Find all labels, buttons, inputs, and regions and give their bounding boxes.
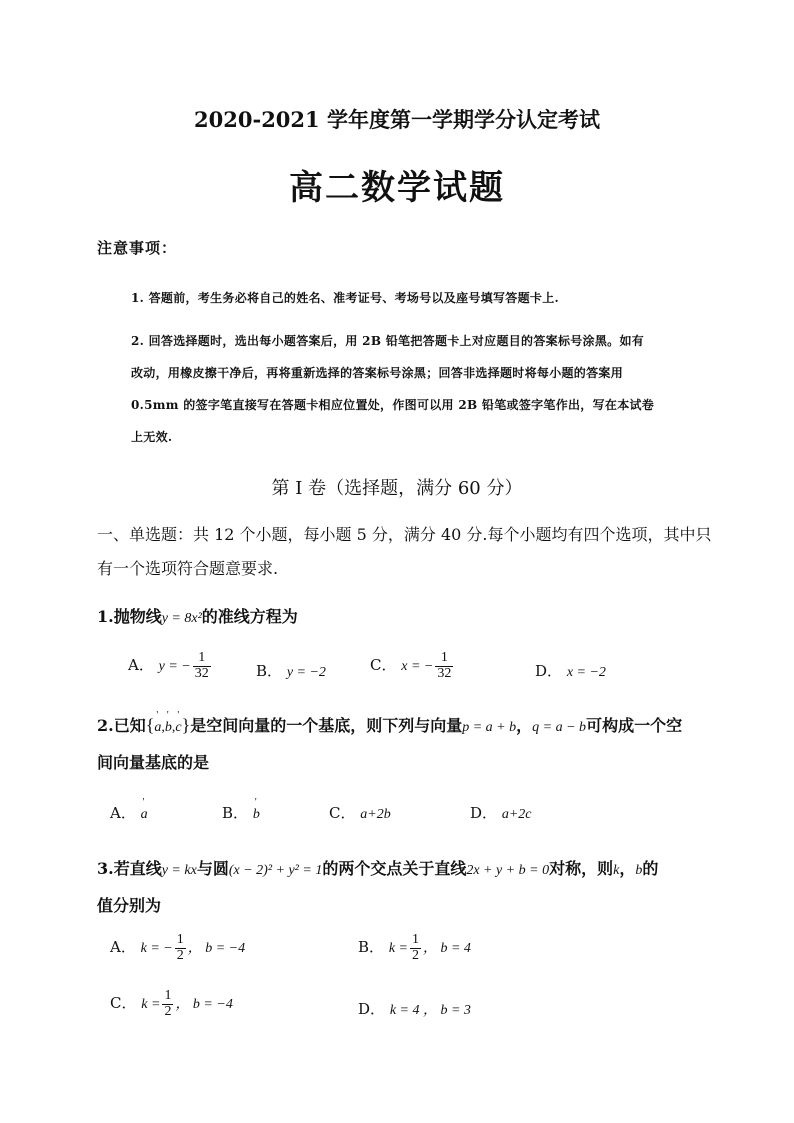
notice-item-2-line-1: 2. 回答选择题时，选出每小题答案后，用 2B 铅笔把答题卡上对应题目的答案标号涂黑。如有 <box>131 334 645 348</box>
q2-option-c-label: C． <box>329 804 356 822</box>
question-1 <box>97 604 298 627</box>
notice-heading: 注意事项： <box>97 239 178 257</box>
section-1-line-1: 一、单选题：共 12 个小题，每小题 5 分，满分 40 分.每个小题均有四个选项，其中只 <box>97 525 712 544</box>
q3-option-b-fraction <box>410 933 421 963</box>
q3-option-c-num: 1 <box>164 988 172 1003</box>
q2-set-a: ' a <box>154 720 161 736</box>
q3-circle-expr: (x − 2)² + y² = 1 <box>228 863 323 878</box>
q1-option-b-expr: y = −2 <box>286 665 326 680</box>
q3-suffix: 的 <box>642 859 659 878</box>
q3-option-c-den: 2 <box>164 1003 172 1019</box>
q3-option-a-rest: ， b = −4 <box>187 941 246 957</box>
q3-mid-3: 对称，则 <box>549 859 614 878</box>
q3-option-c-rest: ， b = −4 <box>175 997 233 1013</box>
q3-option-b-den: 2 <box>411 947 419 963</box>
q2-set-b: ' b <box>165 720 172 736</box>
notice-item-1: 1. 答题前，考生务必将自己的姓名、准考证号、考场号以及座号填写答题卡上. <box>131 291 559 305</box>
q3-option-c[interactable] <box>110 989 233 1019</box>
q3-mid-2: 的两个交点关于直线 <box>322 859 467 878</box>
q2-option-a[interactable] <box>110 802 148 823</box>
q3-line-2: 值分别为 <box>97 896 162 915</box>
q3-option-c-label: C． <box>110 994 137 1013</box>
q3-comma: ， <box>619 859 636 878</box>
q3-prefix: 3.若直线 <box>97 859 162 878</box>
q1-prefix: 1.抛物线 <box>97 607 162 626</box>
q3-option-b-lhs: k = <box>388 941 408 957</box>
q1-option-a-fraction <box>193 651 211 681</box>
q1-option-d-label: D． <box>535 662 563 680</box>
part-1-title: 第 I 卷（选择题，满分 60 分） <box>271 478 523 499</box>
q3-option-b-num: 1 <box>411 932 419 947</box>
q2-comma: ， <box>516 716 533 735</box>
q2-prefix: 2.已知 <box>97 716 146 735</box>
q2-option-d-expr: a+2c <box>501 807 532 822</box>
q3-option-a-label: A． <box>110 938 136 957</box>
q3-sym-expr: 2x + y + b = 0 <box>466 863 550 878</box>
q1-expr: y = 8x² <box>161 611 202 626</box>
exam-title: 2020-2021 学年度第一学期学分认定考试 <box>194 107 600 132</box>
q1-option-b-label: B． <box>256 662 283 680</box>
question-3 <box>97 856 658 879</box>
q1-option-a-den: 32 <box>194 665 209 681</box>
subject-title: 高二数学试题 <box>289 168 505 208</box>
q1-option-d-expr: x = −2 <box>566 665 606 680</box>
q3-option-d-label: D． <box>358 1000 386 1018</box>
notice-item-2-line-3: 0.5mm 的签字笔直接写在答题卡相应位置处，作图可以用 2B 铅笔或签字笔作出，写在本试卷 <box>131 398 655 412</box>
q1-option-c-fraction <box>435 651 453 681</box>
q2-line-2: 间向量基底的是 <box>97 753 210 772</box>
notice-item-2-line-2: 改动，用橡皮擦干净后，再将重新选择的答案标号涂黑；回答非选择题时将每小题的答案用 <box>131 366 624 380</box>
q2-option-b-label: B． <box>222 804 249 822</box>
q2-set-open: { <box>145 715 155 735</box>
q3-option-a-den: 2 <box>176 947 184 963</box>
q2-mid: 是空间向量的一个基底，则下列与向量 <box>190 716 463 735</box>
q2-option-c[interactable] <box>329 802 391 823</box>
q3-option-a[interactable] <box>110 933 245 963</box>
q2-option-a-label: A． <box>110 804 136 822</box>
q1-option-a-lhs: y = − <box>158 659 191 675</box>
q2-option-b[interactable] <box>222 802 260 823</box>
q1-option-b[interactable] <box>256 660 326 681</box>
q3-option-c-lhs: k = <box>141 997 161 1013</box>
q2-option-d[interactable] <box>470 802 531 823</box>
q3-option-a-fraction <box>175 933 186 963</box>
q1-option-c-label: C． <box>370 656 397 675</box>
q3-line-expr: y = kx <box>161 863 197 878</box>
q3-option-d-expr: k = 4 ， b = 3 <box>389 1003 471 1018</box>
q3-option-a-num: 1 <box>176 932 184 947</box>
q3-k: k <box>613 863 620 878</box>
q1-option-d[interactable] <box>535 660 606 681</box>
q3-option-a-lhs: k = − <box>140 941 173 957</box>
notice-item-2-line-4: 上无效. <box>131 430 173 444</box>
q1-suffix: 的准线方程为 <box>201 607 298 626</box>
q3-option-d[interactable] <box>358 998 471 1019</box>
q2-option-b-expr: ' b <box>253 807 260 823</box>
q1-option-c-num: 1 <box>435 651 453 667</box>
q2-set-c: ' c <box>175 720 181 736</box>
q2-suffix: 可构成一个空 <box>586 716 683 735</box>
q2-option-c-expr: a+2b <box>360 807 391 822</box>
q2-option-a-expr: ' a <box>141 807 148 823</box>
q1-option-a[interactable] <box>128 651 213 681</box>
q1-option-c-den: 32 <box>437 665 452 681</box>
q3-mid-1: 与圆 <box>196 859 229 878</box>
q3-b: b <box>635 863 643 878</box>
q1-option-c-lhs: x = − <box>401 659 434 675</box>
question-2: 2.已知{' a,' b,' c}是空间向量的一个基底，则下列与向量p = a + b，q = a − b可构成一个空 <box>97 713 682 736</box>
q2-q-expr: q = a − b <box>532 720 587 735</box>
section-1-line-2: 有一个选项符合题意要求. <box>97 559 279 578</box>
q2-option-d-label: D． <box>470 804 498 822</box>
q1-option-c[interactable] <box>370 651 455 681</box>
q1-option-a-num: 1 <box>193 651 211 667</box>
q1-option-a-label: A． <box>128 656 154 675</box>
q3-option-c-fraction <box>162 989 173 1019</box>
q2-set-close: } <box>181 715 191 735</box>
q3-option-b-label: B． <box>358 938 385 957</box>
q3-option-b-rest: ， b = 4 <box>422 941 471 957</box>
q2-p-expr: p = a + b <box>462 720 517 735</box>
q3-option-b[interactable] <box>358 933 471 963</box>
